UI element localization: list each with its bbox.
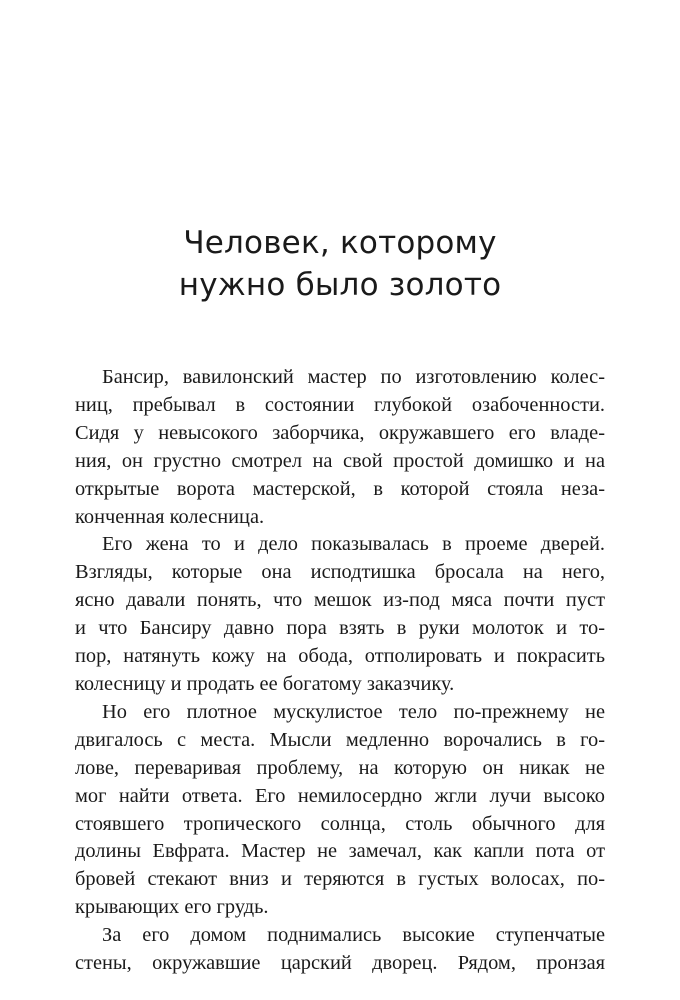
text-line: крывающих его грудь. xyxy=(75,896,269,919)
text-line: ния, он грустно смотрел на свой простой домишко и на xyxy=(75,449,605,472)
text-line: долины Евфрата. Мастер не замечал, как капли пота от xyxy=(75,840,605,863)
text-line: мог найти ответа. Его немилосердно жгли лучи высоко xyxy=(75,784,605,807)
body-text xyxy=(75,364,605,978)
text-line: колесницу и продать ее богатому заказчику. xyxy=(75,672,455,695)
text-line: и что Бансиру давно пора взять в руки молоток и то- xyxy=(75,617,605,640)
text-line: Но его плотное мускулистое тело по-прежнему не xyxy=(102,700,605,723)
paragraph-3 xyxy=(75,699,605,922)
chapter-title-line-1: Человек, которому xyxy=(183,225,497,261)
text-line: лове, переваривая проблему, на которую он никак не xyxy=(75,756,605,779)
text-line: Бансир, вавилонский мастер по изготовлению колес- xyxy=(102,366,605,388)
chapter-title xyxy=(0,222,680,306)
paragraph-2 xyxy=(75,531,605,698)
paragraph-1 xyxy=(75,364,605,531)
text-line: Сидя у невысокого заборчика, окружавшего его владе- xyxy=(75,421,605,444)
text-line: открытые ворота мастерской, в которой стояла неза- xyxy=(75,477,605,500)
paragraph-4 xyxy=(75,922,605,978)
text-line: Его жена то и дело показывалась в проеме дверей. xyxy=(102,533,605,556)
text-line: двигалось с места. Мысли медленно ворочались в го- xyxy=(75,728,605,751)
text-line: ясно давали понять, что мешок из-под мяса почти пуст xyxy=(75,589,605,612)
text-line: пор, натянуть кожу на обода, отполировать и покрасить xyxy=(75,645,605,668)
text-line: стоявшего тропического солнца, столь обычного для xyxy=(75,812,605,835)
text-line: За его домом поднимались высокие ступенчатые xyxy=(102,924,605,947)
text-line: Взгляды, которые она исподтишка бросала на него, xyxy=(75,561,605,584)
text-line: стены, окружавшие царский дворец. Рядом, пронзая xyxy=(75,952,605,975)
text-line: бровей стекают вниз и теряются в густых волосах, по- xyxy=(75,868,605,891)
chapter-title-line-2: нужно было золото xyxy=(178,267,502,303)
text-line: конченная колесница. xyxy=(75,505,265,528)
text-line: ниц, пребывал в состоянии глубокой озабоченности. xyxy=(75,393,605,416)
